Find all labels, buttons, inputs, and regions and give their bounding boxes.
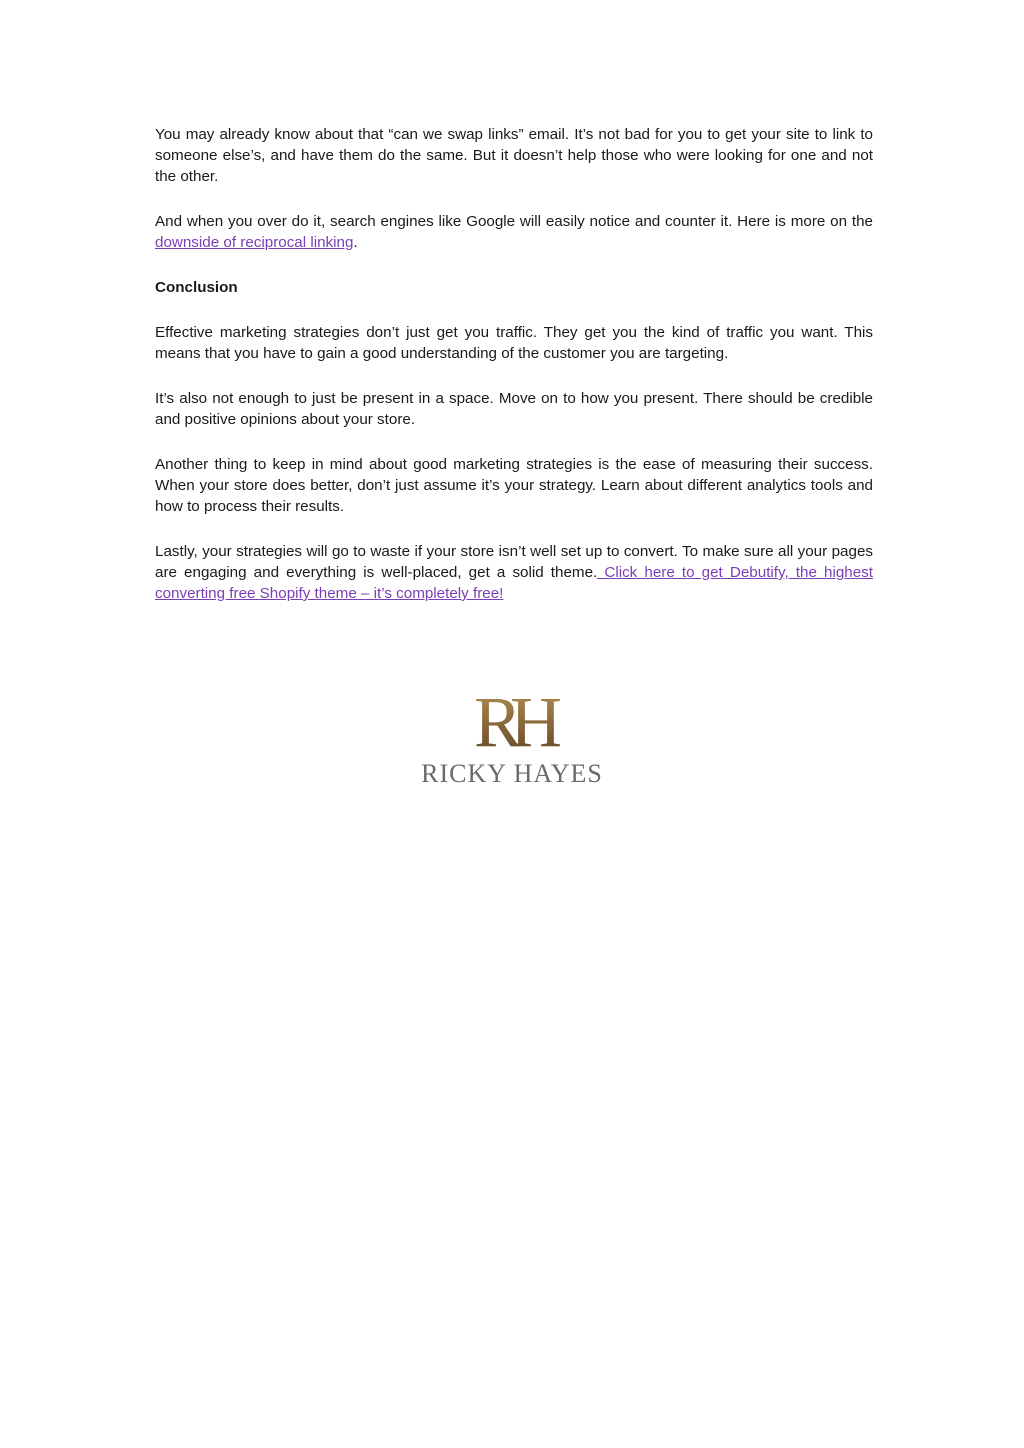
paragraph-search-engines [155, 211, 873, 253]
paragraph-presence [155, 388, 873, 430]
paragraph-text: Effective marketing strategies don’t just get you traffic. They get you the kind of traffic you want. This means that you have to gain a good understanding of the customer you are targeting. [155, 324, 873, 362]
logo-name: RICKY HAYES [421, 759, 603, 788]
paragraph-link-swapping [155, 124, 873, 187]
paragraph-text: You may already know about that “can we swap links” email. It’s not bad for you to get your site to link to someone else’s, and have them do the same. But it doesn’t help those who were looking for one and not the other. [155, 126, 873, 185]
conclusion-heading: Conclusion [155, 279, 238, 296]
paragraph-conversion [155, 541, 873, 604]
paragraph-effective-strategies [155, 322, 873, 364]
ricky-hayes-logo [404, 680, 620, 800]
paragraph-text: And when you over do it, search engines like Google will easily notice and counter it. Here is more on the [155, 213, 873, 230]
paragraph-punctuation: . [353, 234, 358, 251]
paragraph-text: Another thing to keep in mind about good marketing strategies is the ease of measuring their success. When your store does better, don’t just assume it’s your strategy. Learn about different analytics tools and how to process their results. [155, 456, 873, 515]
logo-monogram: RH [473, 682, 551, 762]
reciprocal-linking-link[interactable]: downside of reciprocal linking [155, 234, 354, 251]
paragraph-measuring-success [155, 454, 873, 517]
paragraph-text: It’s also not enough to just be present in a space. Move on to how you present. There should be credible and positive opinions about your store. [155, 390, 873, 428]
debutify-theme-link[interactable]: Click here to get Debutify, the highest converting free Shopify theme – it’s completely free! [155, 564, 873, 602]
logo-graphic [404, 680, 620, 800]
document-body [155, 124, 873, 628]
paragraph-text: Lastly, your strategies will go to waste if your store isn’t well set up to convert. To make sure all your pages are engaging and everything is well-placed, get a solid theme. [155, 543, 873, 581]
